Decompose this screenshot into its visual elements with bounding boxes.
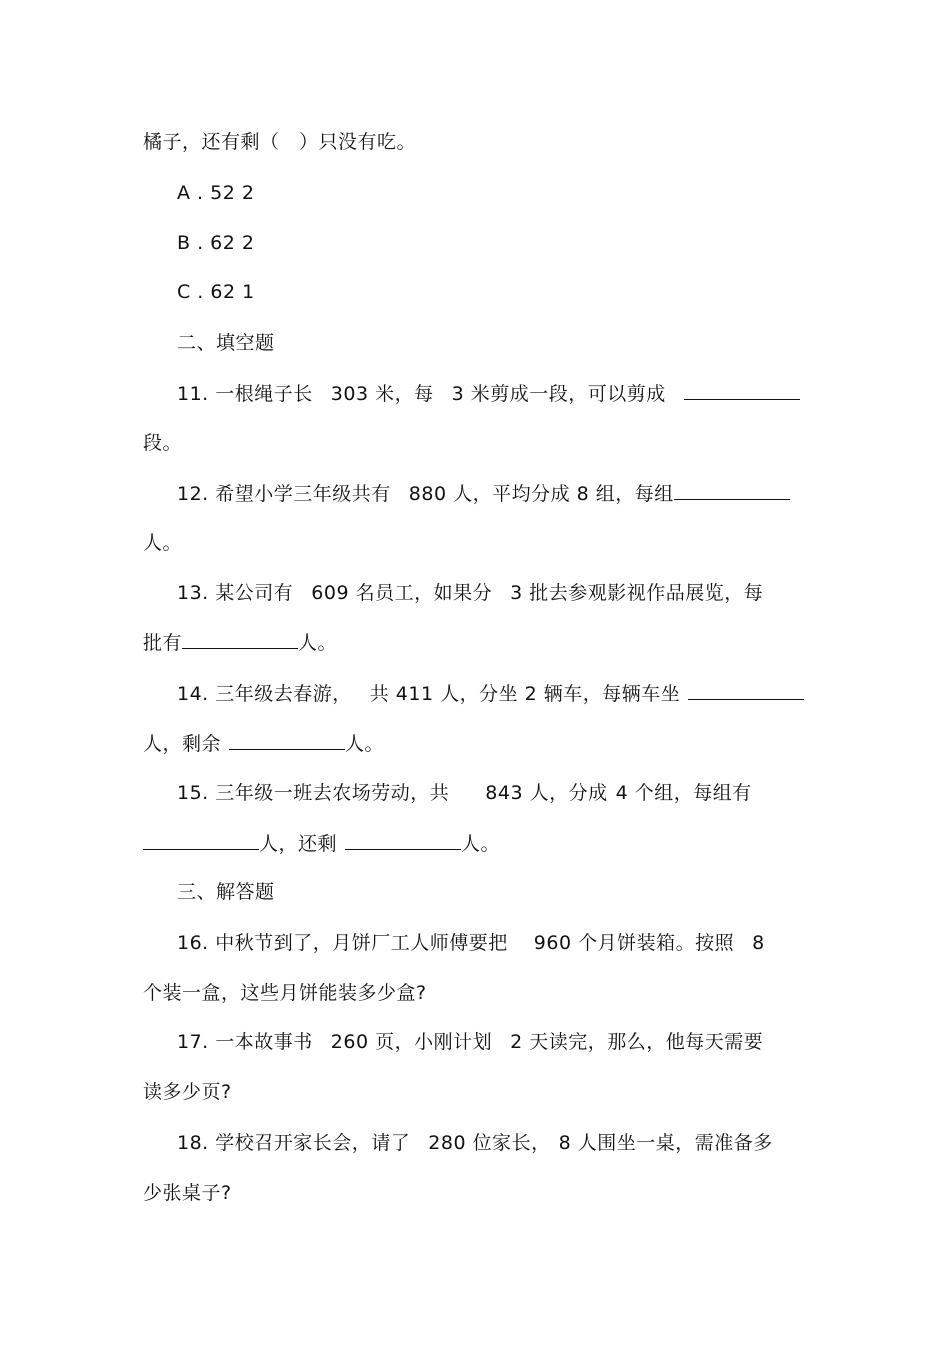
q13-text-b: 609 名员工，如果分 <box>311 582 493 604</box>
q17-line2: 读多少页? <box>143 1081 232 1103</box>
q16-text-b: 960 个月饼装箱。按照 <box>533 932 735 954</box>
q15-text-e: 人。 <box>461 833 501 855</box>
q18-text-a: 18. 学校召开家长会，请了 <box>177 1132 411 1154</box>
q14-text-b: 共 411 人，分坐 2 辆车，每辆车坐 <box>369 683 681 705</box>
q18-line2: 少张桌子? <box>143 1182 232 1204</box>
q17-text-a: 17. 一本故事书 <box>177 1031 313 1053</box>
q13-text-d: 批有 <box>143 632 183 654</box>
q14-answer-blank-2[interactable] <box>229 731 345 750</box>
q14-line2 <box>143 731 384 756</box>
q15-text-b: 843 人，分成 <box>485 782 608 804</box>
q14-text-a: 14. 三年级去春游， <box>177 683 352 705</box>
q11-line2: 段。 <box>143 432 183 454</box>
section-fill-heading: 二、填空题 <box>177 332 275 354</box>
q14-text-d: 人。 <box>345 733 385 755</box>
q12-line2: 人。 <box>143 532 183 554</box>
q10-option-c: C . 62 1 <box>177 281 255 303</box>
section-solve-heading: 三、解答题 <box>177 881 275 903</box>
q13-line2 <box>143 630 337 655</box>
q11-answer-blank[interactable] <box>684 381 800 400</box>
q13-text-e: 人。 <box>298 632 338 654</box>
q16-line1 <box>177 931 765 955</box>
q10-option-b: B . 62 2 <box>177 232 255 254</box>
q16-line2: 个装一盒，这些月饼能装多少盒? <box>143 982 427 1004</box>
q13-line1 <box>177 581 763 605</box>
q13-text-c: 3 批去参观影视作品展览，每 <box>510 582 764 604</box>
q11-text-a: 11. 一根绳子长 <box>177 383 313 405</box>
q18-line1 <box>177 1131 773 1155</box>
q17-text-b: 260 页，小刚计划 <box>330 1031 493 1053</box>
q17-text-c: 2 天读完，那么，他每天需要 <box>510 1031 764 1053</box>
q15-text-a: 15. 三年级一班去农场劳动，共 <box>177 782 450 804</box>
q16-text-c: 8 <box>752 932 765 954</box>
q16-text-a: 16. 中秋节到了，月饼厂工人师傅要把 <box>177 932 508 954</box>
q14-text-c: 人，剩余 <box>143 733 222 755</box>
q15-answer-blank-1[interactable] <box>143 831 259 850</box>
q12-text-b: 880 人，平均分成 8 组，每组 <box>408 483 674 505</box>
q13-text-a: 13. 某公司有 <box>177 582 294 604</box>
q15-text-d: 人，还剩 <box>259 833 338 855</box>
q15-line2 <box>143 831 500 856</box>
q11-line1 <box>177 381 800 406</box>
q10-continuation: 橘子，还有剩（ ）只没有吃。 <box>143 131 417 153</box>
q12-line1 <box>177 481 790 506</box>
q12-answer-blank[interactable] <box>674 481 790 500</box>
q13-answer-blank[interactable] <box>182 630 298 649</box>
q10-option-a: A . 52 2 <box>177 182 255 204</box>
q14-answer-blank-1[interactable] <box>688 681 804 700</box>
q14-line1 <box>177 681 804 706</box>
q15-answer-blank-2[interactable] <box>345 831 461 850</box>
q18-text-c: 8 人围坐一桌，需准备多 <box>558 1132 773 1154</box>
q17-line1 <box>177 1030 763 1054</box>
q11-text-c: 3 米剪成一段，可以剪成 <box>451 383 666 405</box>
q18-text-b: 280 位家长， <box>428 1132 551 1154</box>
q11-text-b: 303 米，每 <box>330 383 434 405</box>
q15-text-c: 4 个组，每组有 <box>615 782 752 804</box>
q12-text-a: 12. 希望小学三年级共有 <box>177 483 391 505</box>
q15-line1 <box>177 781 752 805</box>
